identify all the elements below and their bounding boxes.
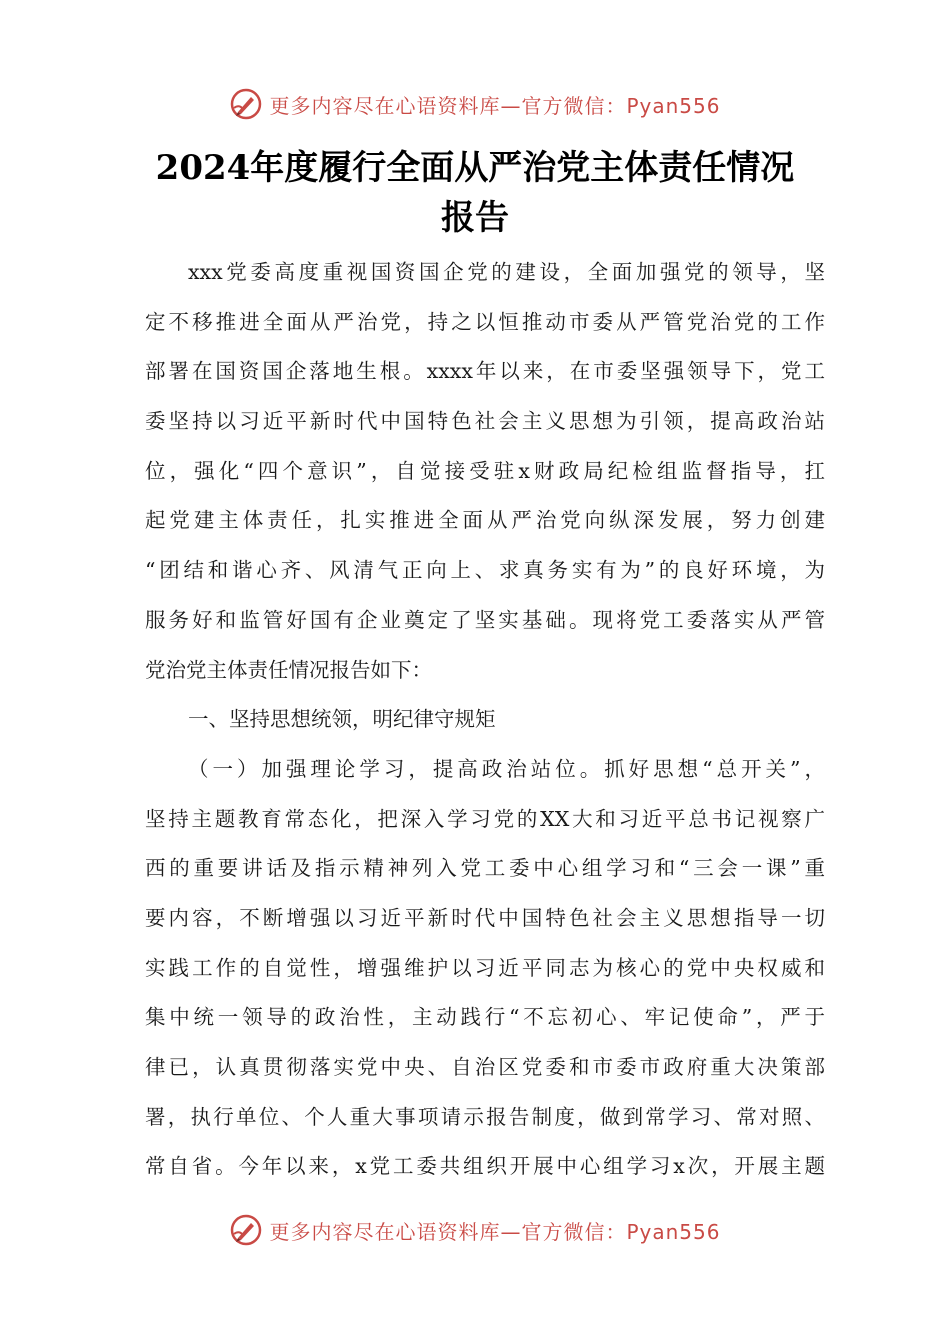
paragraph-line: “团结和谐心齐、风清气正向上、求真务实有为”的良好环境，为: [145, 558, 825, 583]
paragraph-line: 服务好和监管好国有企业奠定了坚实基础。现将党工委落实从严管: [145, 607, 825, 632]
subsection-heading-line: （一）加强理论学习，提高政治站位。抓好思想“总开关”，: [188, 756, 825, 781]
document-title-line-1: 2024年度履行全面从严治党主体责任情况: [155, 148, 795, 188]
paragraph-line: xxx党委高度重视国资国企党的建设，全面加强党的领导，坚: [188, 260, 825, 284]
paragraph-line: 委坚持以习近平新时代中国特色社会主义思想为引领，提高政治站: [145, 409, 825, 434]
paragraph-line: 律已，认真贯彻落实党中央、自治区党委和市委市政府重大决策部: [145, 1055, 825, 1079]
paragraph-line: 署，执行单位、个人重大事项请示报告制度，做到常学习、常对照、: [145, 1104, 825, 1129]
document-body: [145, 248, 825, 1192]
paragraph-line: 起党建主体责任，扎实推进全面从严治党向纵深发展，努力创建: [145, 508, 825, 533]
section-heading: 一、坚持思想统领，明纪律守规矩: [188, 707, 496, 732]
paragraph-line: 西的重要讲话及指示精神列入党工委中心组学习和“三会一课”重: [145, 856, 825, 881]
paragraph-line: 实践工作的自觉性，增强维护以习近平同志为核心的党中央权威和: [145, 955, 825, 980]
paragraph-line: 集中统一领导的政治性，主动践行“不忘初心、牢记使命”，严于: [145, 1005, 825, 1030]
pen-circle-logo-icon: [229, 87, 263, 121]
paragraph-line: 部署在国资国企落地生根。xxxx年以来，在市委坚强领导下，党工: [145, 359, 825, 384]
paragraph-line: 要内容，不断增强以习近平新时代中国特色社会主义思想指导一切: [145, 905, 825, 930]
paragraph-line: 位，强化“四个意识”，自觉接受驻x财政局纪检组监督指导，扛: [145, 458, 825, 483]
pen-circle-logo-icon: [229, 1213, 263, 1247]
paragraph-line: 坚持主题教育常态化，把深入学习党的XX大和习近平总书记视察广: [145, 806, 825, 831]
paragraph-line: 定不移推进全面从严治党，持之以恒推动市委从严管党治党的工作: [145, 309, 825, 334]
watermark-text: 更多内容尽在心语资料库—官方微信：Pyan556: [269, 1219, 721, 1244]
watermark-banner-bottom: [0, 1210, 950, 1250]
paragraph-line: 常自省。今年以来，x党工委共组织开展中心组学习x次，开展主题: [145, 1154, 825, 1179]
paragraph-line: 党治党主体责任情况报告如下：: [145, 657, 432, 682]
watermark-banner-top: [0, 84, 950, 124]
document-title-line-2: 报告: [441, 198, 509, 238]
watermark-text: 更多内容尽在心语资料库—官方微信：Pyan556: [269, 93, 721, 118]
